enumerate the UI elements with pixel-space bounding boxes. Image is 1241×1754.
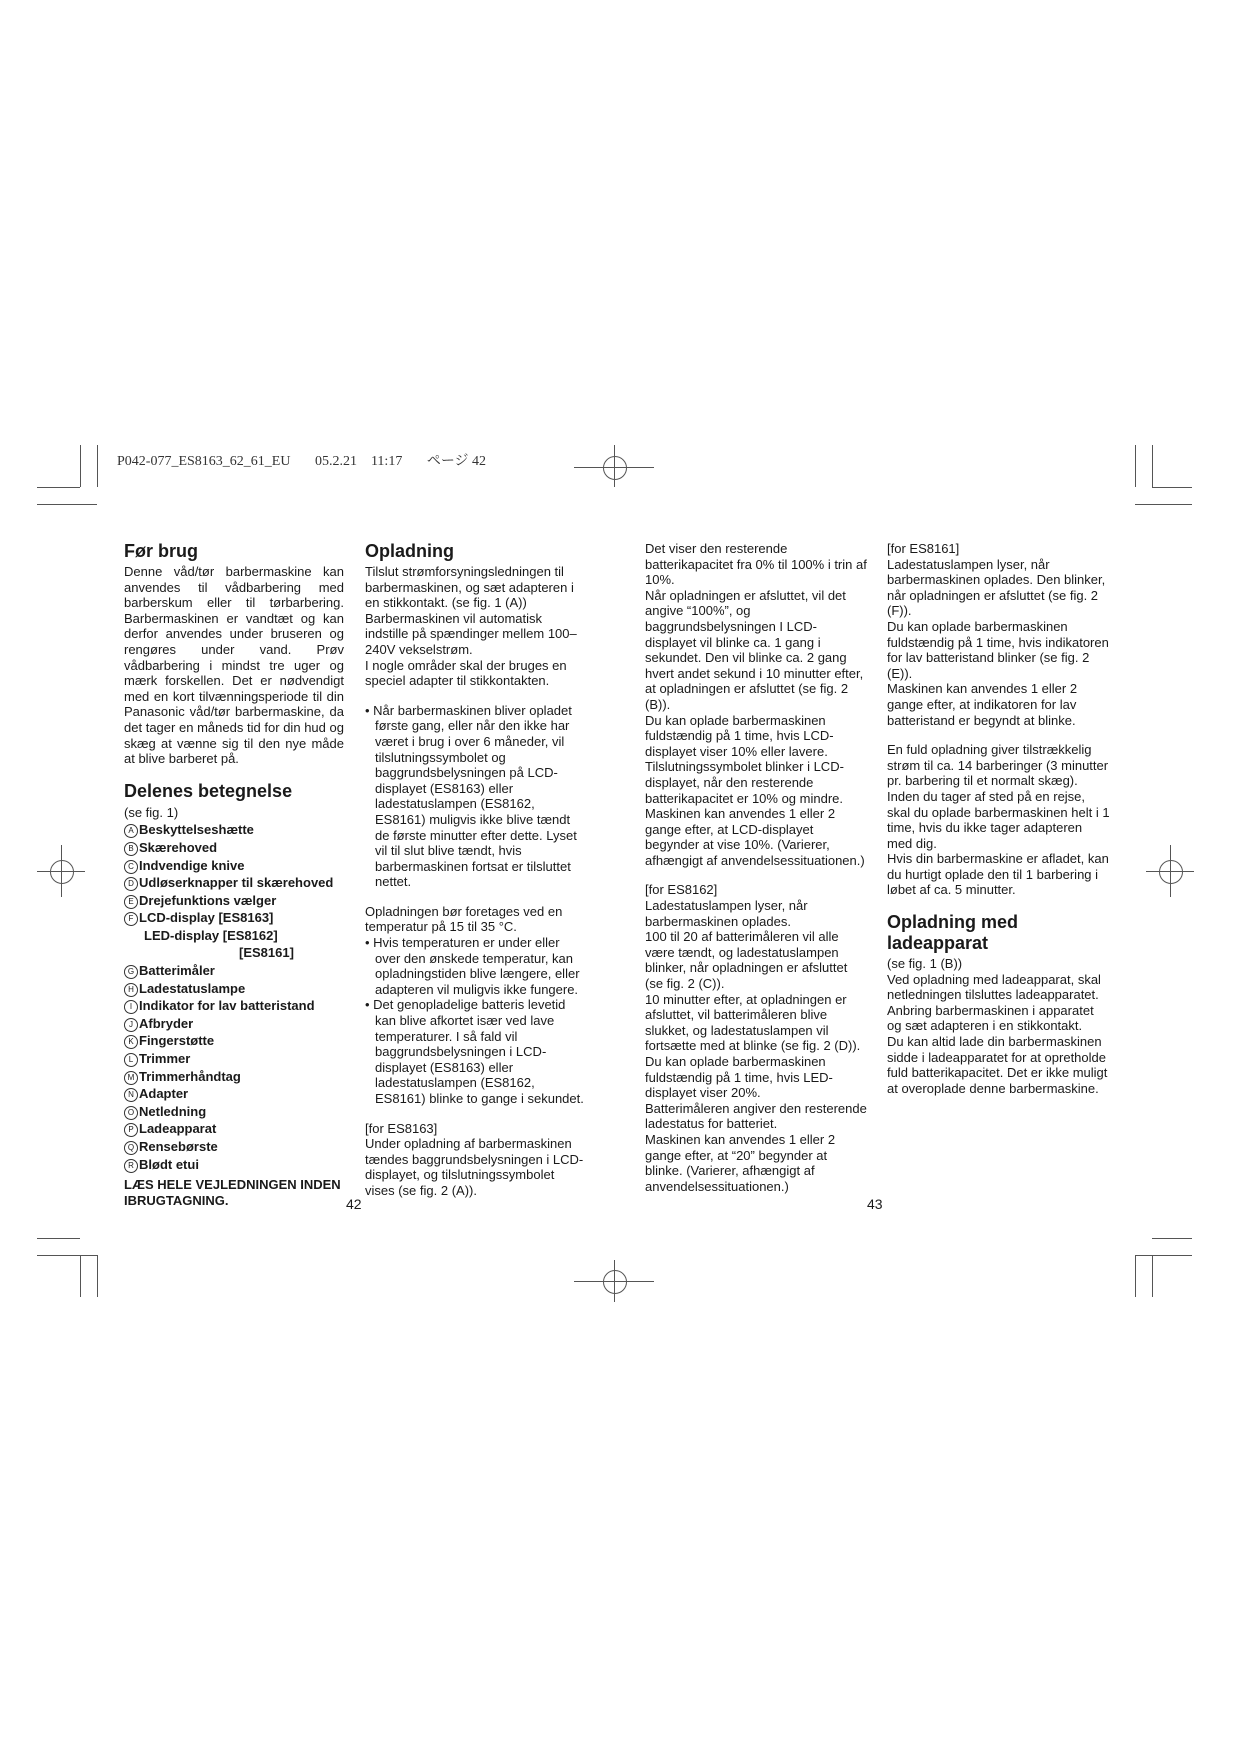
letter-badge: Q [124,1141,138,1155]
crop-mark [1152,1255,1153,1297]
part-item: D Udløserknapper til skærehoved [124,874,344,892]
crop-mark [1135,1255,1136,1297]
registration-mark [614,445,615,487]
parts-ref: (se fig. 1) [124,804,179,820]
crop-mark [37,487,80,488]
part-item: H Ladestatuslampe [124,980,344,998]
part-item: L Trimmer [124,1050,344,1068]
paragraph: Inden du tager af sted på en rejse, skal du oplade barbermaskinen helt i 1 time, hvis du ikke tager adapteren med dig. [887,788,1110,851]
registration-mark [50,860,74,884]
paragraph: Maskinen kan anvendes 1 eller 2 gange efter, at “20” begynder at blinke. (Varierer, afhængigt af anvendelsessituationen.) [645,1131,836,1194]
crop-mark [1135,1255,1192,1256]
crop-mark [1135,504,1192,505]
registration-mark [1159,860,1183,884]
part-item: R Blødt etui [124,1156,344,1174]
crop-mark [1152,487,1192,488]
paragraph: Tilslut strømforsyningsledningen til barbermaskinen, og sæt adapteren i en stikkontakt. (se fig. 1 (A)) [365,564,574,611]
bullet-item: • Når barbermaskinen bliver opladet første gang, eller når den ikke har været i brug i over 6 måneder, vil tilslutningssymbolet og baggrundsbelysningen på LCD-displayet (ES8163) eller ladestatuslampen (ES8162, ES8161) muligvis ikke blive tændt de første minutter efter dette. Lyset vil til slut blive tændt, hvis barbermaskinen fortsat er tilsluttet nettet. [365,702,577,890]
model-label: [for ES8163] [365,1120,438,1136]
letter-badge: C [124,860,138,874]
letter-badge: F [124,912,138,926]
print-header: P042-077_ES8163_62_61_EU 05.2.21 11:17 ページ 42 [117,454,487,469]
paragraph: Batterimåleren angiver den resterende ladestatus for batteriet. [645,1100,867,1132]
crop-mark [97,445,98,487]
letter-badge: L [124,1053,138,1067]
part-item: P Ladeapparat [124,1120,344,1138]
letter-badge: D [124,877,138,891]
registration-mark [614,1260,615,1302]
letter-badge: I [124,1000,138,1014]
paragraph: Ved opladning med ladeapparat, skal netledningen tilsluttes ladeapparatet. Anbring barbermaskinen i apparatet og sæt adapteren i en stikkontakt. [887,971,1101,1034]
part-item: E Drejefunktions vælger [124,892,344,910]
crop-mark [80,1255,81,1297]
part-item: I Indikator for lav batteristand [124,997,344,1015]
part-item: O Netledning [124,1103,344,1121]
paragraph: Maskinen kan anvendes 1 eller 2 gange efter, at LCD-displayet begynder at vise 10%. (Varierer, afhængigt af anvendelsessituationen.) [645,806,865,868]
registration-mark [1170,845,1171,897]
paragraph: Når opladningen er afsluttet, vil det angive “100%”, og baggrundsbelysningen I LCD-displayet vil blinke ca. 1 gang i sekundet. Den vil blinke ca. 2 gang hvert andet sekund i 10 minutter efter, at opladningen er afsluttet (se fig. 2 (B)). [645,587,864,712]
paragraph: Ladestatuslampen lyser, når barbermaskinen oplades. [645,898,808,929]
letter-badge: N [124,1088,138,1102]
section-title-parts: Delenes betegnelse [124,780,293,801]
paragraph: Det viser den resterende batterikapacitet fra 0% til 100% i trin af 10%. [645,541,867,588]
registration-mark [61,845,62,897]
paragraph: Barbermaskinen vil automatisk indstille på spændinger mellem 100–240V vekselstrøm. [365,610,577,657]
paragraph: Opladningen bør foretages ved en temperatur på 15 til 35 °C. [365,903,563,935]
part-item: Q Rensebørste [124,1138,344,1156]
model-label: [for ES8162] [645,882,718,898]
paragraph: 100 til 20 af batterimåleren vil alle være tændt, og ladestatuslampen blinker, når opladningen er afsluttet (se fig. 2 (C)). [645,929,848,992]
paragraph: Denne våd/tør barbermaskine kan anvendes til vådbarbering med barberskum eller til tørbarbering. Barbermaskinen er vandtæt og kan derfor anvendes under bruseren og rengøres under vand. Prøv vådbarbering i mindst tre uger og mærk forskellen. Det er nødvendigt med en kort tilvænningsperiode til din Panasonic våd/tør barbermaskine, da det tager en måneds tid for din hud og skæg at vænne sig til den nye måde at blive barberet på. [124,564,344,767]
letter-badge: E [124,895,138,909]
parts-list [124,804,344,1173]
part-item: A Beskyttelseshætte [124,821,344,839]
letter-badge: B [124,842,138,856]
paragraph: Ladestatuslampen lyser, når barbermaskinen oplades. Den blinker, når opladningen er afsluttet (se fig. 2 (F)). [887,556,1106,619]
letter-badge: G [124,965,138,979]
paragraph: Tilslutningssymbolet blinker i LCD-displayet, når den resterende batterikapacitet er 10% og mindre. [645,759,844,806]
crop-mark [1152,1238,1192,1239]
column-1 [124,541,344,1208]
part-item: C Indvendige knive [124,857,344,875]
paragraph: Hvis din barbermaskine er afladet, kan du hurtigt oplade den til 1 barbering i løbet af ca. 5 minutter. [887,851,1109,898]
part-item: F LCD-display [ES8163] [124,909,344,927]
section-title-opladning: Opladning [365,541,454,561]
part-item: G Batterimåler [124,962,344,980]
section-title-foer-brug: Før brug [124,541,198,561]
crop-mark [37,1238,80,1239]
letter-badge: A [124,824,138,838]
part-item: N Adapter [124,1085,344,1103]
letter-badge: M [124,1071,138,1085]
letter-badge: K [124,1035,138,1049]
letter-badge: H [124,983,138,997]
bullet-item: • Det genopladelige batteris levetid kan blive afkortet især ved lave temperaturer. I så fald vil baggrundsbelysningen i LCD-displayet (ES8163) eller ladestatuslampen (ES8162, ES8161) blinke to gange i sekundet. [365,997,584,1106]
crop-mark [37,1255,97,1256]
letter-badge: J [124,1018,138,1032]
paragraph: Maskinen kan anvendes 1 eller 2 gange efter, at indikatoren for lav batteristand er begyndt at blinke. [887,681,1078,728]
warning-text: LÆS HELE VEJLEDNINGEN INDEN IBRUGTAGNING. [124,1177,341,1208]
paragraph: En fuld opladning giver tilstrækkelig strøm til ca. 14 barberinger (3 minutter pr. barbering til et normalt skæg). [887,742,1109,789]
letter-badge: P [124,1123,138,1137]
section-title-ladeapparat: Opladning med ladeapparat [887,912,1019,954]
model-label: [for ES8161] [887,541,960,556]
paragraph: Du kan oplade barbermaskinen fuldstændig på 1 time, hvis indikatoren for lav batteristand blinker (se fig. 2 (E)). [887,618,1109,681]
column-2 [365,541,587,1199]
crop-mark [80,445,81,487]
letter-badge: O [124,1106,138,1120]
crop-mark [1152,445,1153,487]
page-number-right: 43 [867,1196,883,1212]
paragraph: (se fig. 1 (B)) [887,956,963,972]
crop-mark [1135,445,1136,487]
registration-mark [603,456,627,480]
paragraph: Under opladning af barbermaskinen tændes baggrundsbelysningen i LCD-displayet, og tilslutningssymbolet vises (se fig. 2 (A)). [365,1136,584,1198]
part-item: K Fingerstøtte [124,1032,344,1050]
paragraph: Du kan altid lade din barbermaskinen sidde i ladeapparatet for at opretholde fuld batterikapacitet. Det er ikke muligt at overoplade denne barbermaskine. [887,1034,1108,1096]
part-item: J Afbryder [124,1015,344,1033]
page-number-left: 42 [346,1196,362,1212]
paragraph: Du kan oplade barbermaskinen fuldstændig på 1 time, hvis LCD-displayet viser 10% eller lavere. [645,712,834,759]
paragraph: Du kan oplade barbermaskinen fuldstændig på 1 time, hvis LED-displayet viser 20%. [645,1054,833,1101]
crop-mark [37,504,97,505]
part-item-cont: [ES8161] [239,945,294,961]
letter-badge: R [124,1159,138,1173]
column-3 [645,541,867,1194]
part-item-cont: LED-display [ES8162] [144,927,278,943]
paragraph: 10 minutter efter, at opladningen er afsluttet, vil batterimåleren blive slukket, og ladestatuslampen vil fortsætte med at blinke (se fig. 2 (D)). [645,991,861,1054]
part-item: B Skærehoved [124,839,344,857]
part-item: M Trimmerhåndtag [124,1068,344,1086]
crop-mark [97,1255,98,1297]
paragraph: I nogle områder skal der bruges en speciel adapter til stikkontakten. [365,657,567,689]
registration-mark [603,1270,627,1294]
column-4 [887,541,1110,1096]
bullet-item: • Hvis temperaturen er under eller over den ønskede temperatur, kan opladningstiden blive længere, eller adapteren vil muligvis ikke fungere. [365,935,580,997]
